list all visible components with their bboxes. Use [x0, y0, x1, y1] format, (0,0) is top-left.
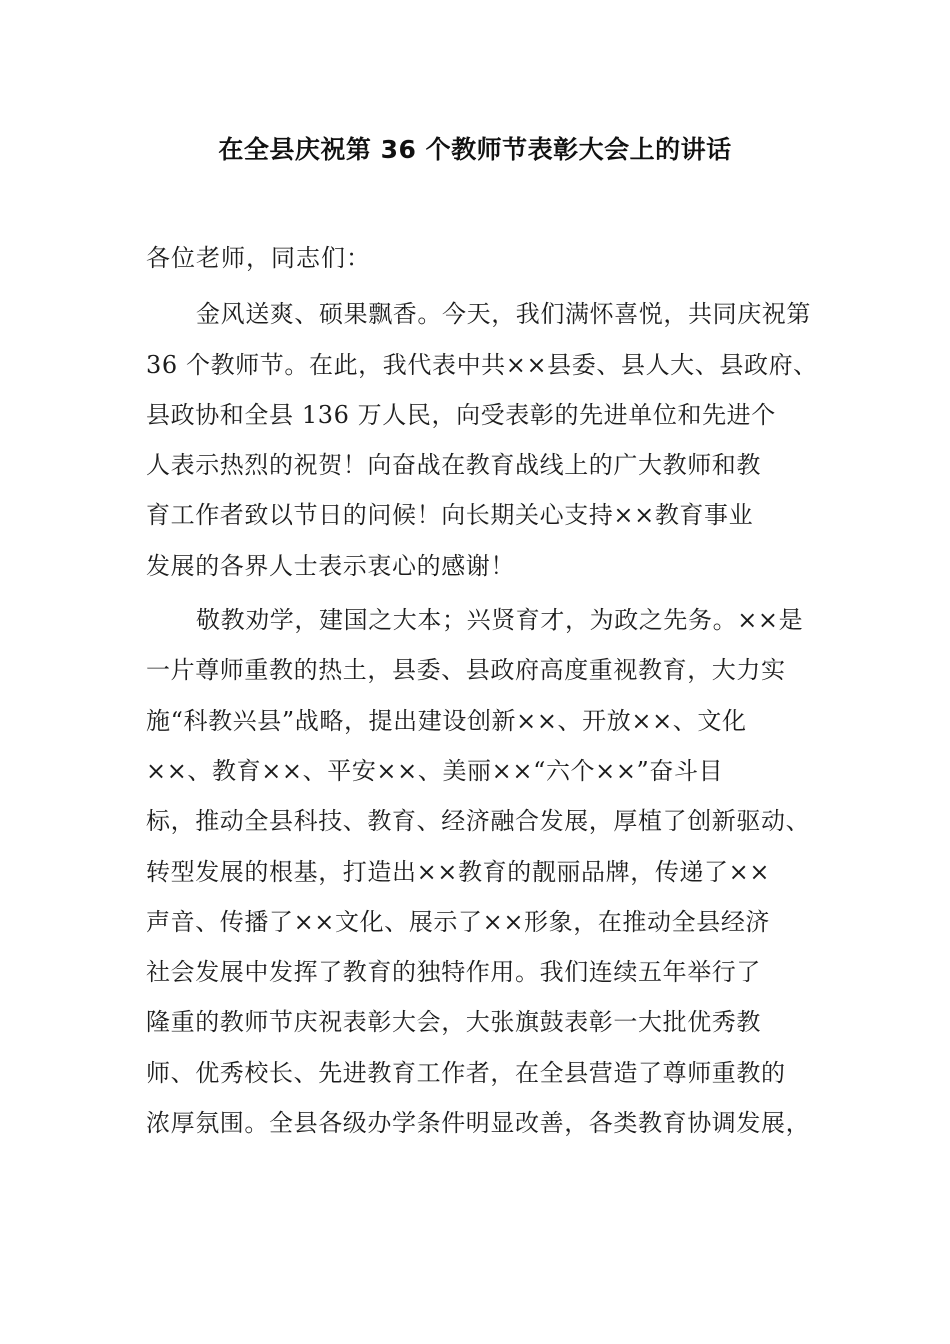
paragraph-line: 师、优秀校长、先进教育工作者，在全县营造了尊师重教的: [146, 1058, 786, 1087]
paragraph-line: 浓厚氛围。全县各级办学条件明显改善，各类教育协调发展，: [146, 1109, 811, 1138]
paragraph-1: [146, 293, 818, 595]
paragraph-line: 金风送爽、硕果飘香。今天，我们满怀喜悦，共同庆祝第: [196, 300, 811, 329]
paragraph-line: 育工作者致以节日的问候！向长期关心支持××教育事业: [146, 501, 754, 530]
paragraph-line: 标，推动全县科技、教育、经济融合发展，厚植了创新驱动、: [146, 807, 811, 836]
paragraph-line: ××、教育××、平安××、美丽××“六个××”奋斗目: [146, 756, 724, 785]
salutation: 各位老师，同志们：: [146, 244, 371, 272]
paragraph-line: 36 个教师节。在此，我代表中共××县委、县人大、县政府、: [146, 350, 818, 379]
paragraph-line: 社会发展中发挥了教育的独特作用。我们连续五年举行了: [146, 958, 761, 987]
paragraph-2: [146, 599, 810, 1152]
paragraph-line: 隆重的教师节庆祝表彰大会，大张旗鼓表彰一大批优秀教: [146, 1008, 761, 1037]
paragraph-line: 敬教劝学，建国之大本；兴贤育才，为政之先务。××是: [196, 606, 804, 635]
paragraph-line: 声音、传播了××文化、展示了××形象，在推动全县经济: [146, 907, 771, 936]
paragraph-line: 人表示热烈的祝贺！向奋战在教育战线上的广大教师和教: [146, 451, 761, 480]
paragraph-line: 发展的各界人士表示衷心的感谢！: [146, 551, 515, 580]
document-title: 在全县庆祝第 36 个教师节表彰大会上的讲话: [218, 135, 732, 164]
paragraph-line: 县政协和全县 136 万人民，向受表彰的先进单位和先进个: [146, 400, 776, 429]
paragraph-line: 一片尊师重教的热土，县委、县政府高度重视教育，大力实: [146, 656, 786, 685]
paragraph-line: 施“科教兴县”战略，提出建设创新××、开放××、文化: [146, 706, 747, 735]
document-body: [146, 237, 818, 1152]
paragraph-line: 转型发展的根基，打造出××教育的靓丽品牌，传递了××: [146, 857, 771, 886]
